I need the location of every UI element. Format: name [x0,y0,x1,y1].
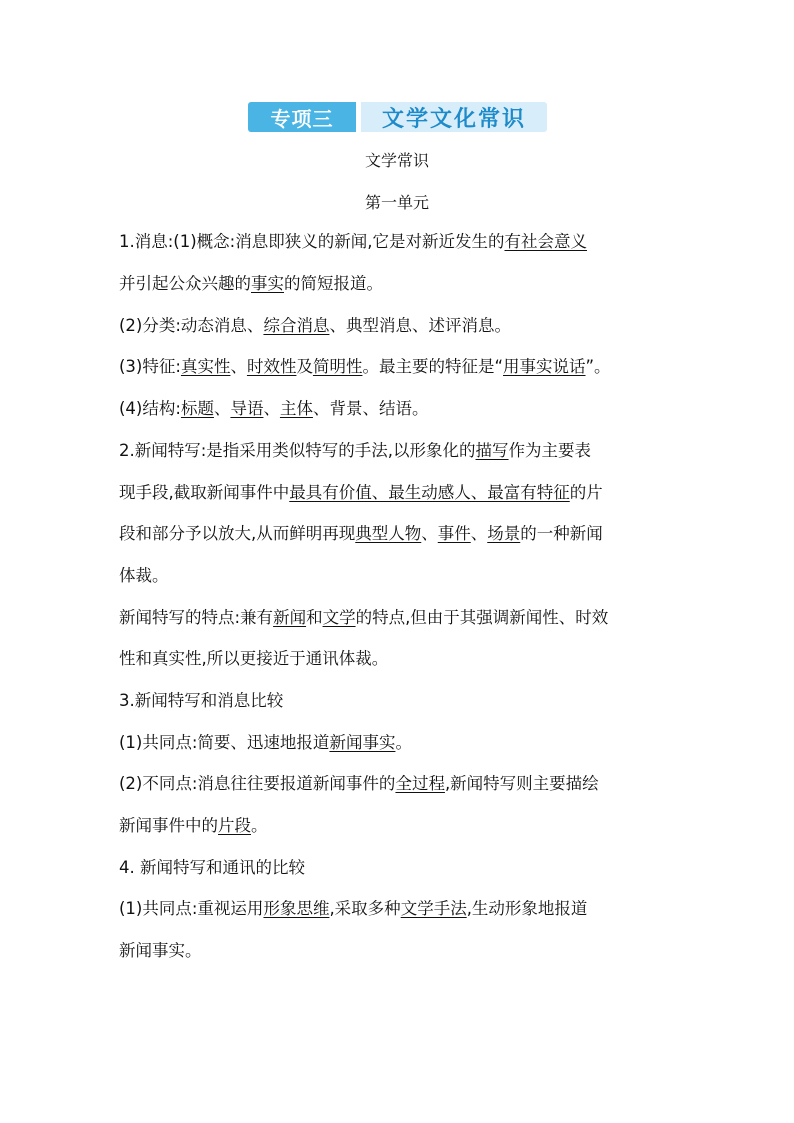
text-line: (1)共同点:重视运用形象思维,采取多种文学手法,生动形象地报道 [119,899,588,918]
text-line: (1)共同点:简要、迅速地报道新闻事实。 [119,733,412,752]
text-line: 性和真实性,所以更接近于通讯体裁。 [119,649,389,668]
unit-title: 第一单元 [364,193,429,212]
text-line: 1.消息:(1)概念:消息即狭义的新闻,它是对新近发生的有社会意义 [119,232,587,251]
text-line: (2)不同点:消息往往要报道新闻事件的全过程,新闻特写则主要描绘 [119,774,599,793]
text-line: (3)特征:真实性、时效性及简明性。最主要的特征是“用事实说话”。 [119,357,611,376]
text-line: (2)分类:动态消息、综合消息、典型消息、述评消息。 [119,316,511,335]
banner-tag: 专项三 [248,102,356,132]
banner-title: 文学文化常识 [361,102,547,132]
text-line: (4)结构:标题、导语、主体、背景、结语。 [119,399,429,418]
text-line: 段和部分予以放大,从而鲜明再现典型人物、事件、场景的一种新闻 [119,524,603,543]
text-line: 新闻事实。 [119,941,202,960]
text-line: 体裁。 [119,566,169,585]
text-line: 并引起公众兴趣的事实的简短报道。 [119,274,383,293]
section-banner [248,102,547,132]
section-title: 文学常识 [364,151,429,170]
text-line: 2.新闻特写:是指采用类似特写的手法,以形象化的描写作为主要表 [119,441,592,460]
text-line: 新闻事件中的片段。 [119,816,268,835]
text-line: 现手段,截取新闻事件中最具有价值、最生动感人、最富有特征的片 [119,483,603,502]
text-line: 新闻特写的特点:兼有新闻和文学的特点,但由于其强调新闻性、时效 [119,608,609,627]
text-line: 3.新闻特写和消息比较 [119,691,284,710]
text-line: 4. 新闻特写和通讯的比较 [119,858,305,877]
